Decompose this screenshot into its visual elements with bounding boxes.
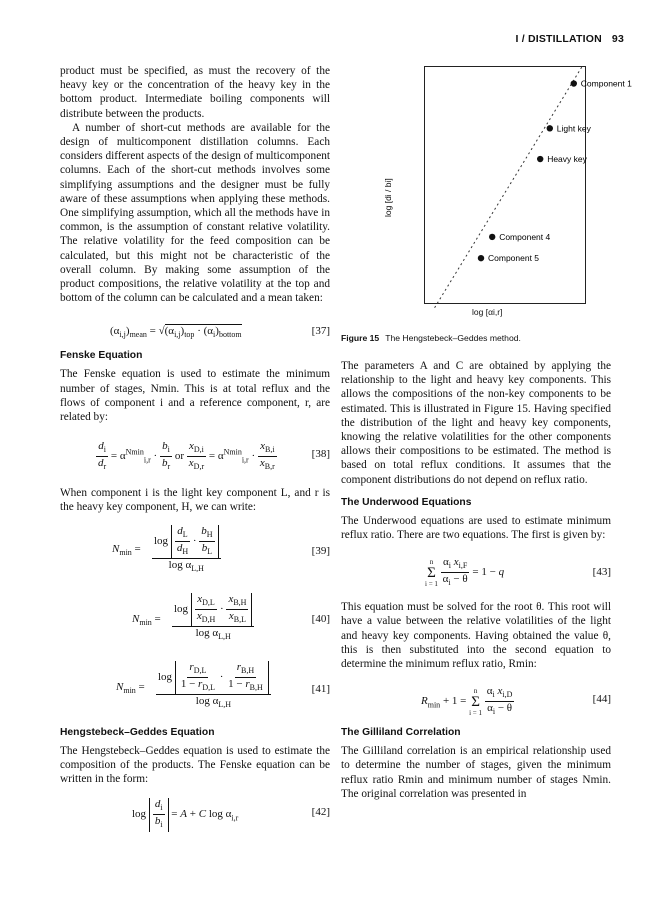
equation-40: $N_{min}$ = log $\frac{x_{D,L}}{x_{D,H}}$ · $\frac{x_{B,H}}{x_{B,L}}$ $\log \alpha_{L,H}$ [40]	[132, 592, 330, 642]
paragraph: When component i is the light key component L, and r is the heavy key component, H, we can write:	[60, 487, 330, 514]
data-point	[547, 125, 553, 131]
equation-44: $R_{min} + 1$ = n Σ i = 1 $\frac{\alpha_i x_{i,D}}{\alpha_i - \theta}$ [44]	[421, 685, 611, 717]
x-axis-label: log [αi,r]	[472, 307, 503, 317]
equation-number: [41]	[311, 682, 330, 695]
data-point	[489, 234, 495, 240]
equation-number: [42]	[311, 806, 330, 819]
gilliland-heading: The Gilliland Correlation	[341, 727, 461, 739]
equation-39: $N_{min}$ = log $\frac{d_L}{d_H}$ · $\frac{b_H}{b_L}$ $\log \alpha_{L,H}$ [39]	[112, 524, 330, 574]
point-label: Component 4	[499, 231, 551, 242]
equation-number: [44]	[592, 693, 611, 706]
data-point	[478, 255, 484, 261]
section-title: I / DISTILLATION	[515, 33, 602, 45]
running-header	[515, 33, 624, 45]
figure-caption	[341, 333, 521, 343]
paragraph: This equation must be solved for the root θ. This root will have a value between the relative volatilities of the light and heavy key components. Having obtained the value θ, this is then substituted into the second equation to determine the minimum reflux ratio, Rmin:	[341, 601, 611, 671]
figure-plot	[383, 67, 632, 303]
paragraph: The Gilliland correlation is an empirical relationship used to determine the number of stages, given the minimum reflux ratio Rmin and minimum number of stages Nmin. The original correlation was presented in	[341, 745, 611, 800]
point-label: Light key	[556, 123, 591, 134]
underwood-heading: The Underwood Equations	[341, 496, 472, 508]
right-column	[341, 359, 611, 801]
equation-number: [39]	[311, 544, 330, 557]
equation-43: n Σ i = 1 $\frac{\alpha_i x_{i,F}}{\alpha_i - \theta}$ = 1 − q [43]	[425, 556, 611, 588]
equation-number: [38]	[311, 448, 330, 461]
left-column	[60, 64, 330, 834]
trend-line	[435, 67, 582, 308]
paragraph: The Hengstebeck–Geddes equation is used to estimate the composition of the products. The Fenske equation can be written in the form:	[60, 744, 330, 786]
equation-number: [43]	[592, 566, 611, 579]
paragraph: The Fenske equation is used to estimate the minimum number of stages, Nmin. This is at total reflux and the flows of component i and a reference component, r, are related by:	[60, 368, 330, 424]
equation-41: $N_{min}$ = log $\frac{r_{D,L}}{1 - r_{D,L}}$ · $\frac{r_{B,H}}{1 - r_{B,H}}$ $\log \alpha_{L,H}$ [41]	[116, 660, 330, 710]
point-label: Heavy key	[547, 154, 587, 165]
data-point	[571, 80, 577, 86]
caption-label: Figure 15	[341, 333, 380, 343]
paragraph: The parameters A and C are obtained by applying the relationship to the light and heavy key components. This allows the compositions of the non-key components to be estimated. This is illustrated in Figure 15. Having specified the distribution of the light and heavy key components, knowing the relative volatilities for the other components allows their compositions to be estimated. The method is based on total reflux conditions. It assumes that the component distributions do not depend on reflux ratio.	[341, 360, 611, 486]
hengstebeck-geddes-heading: Hengstebeck–Geddes Equation	[60, 726, 215, 738]
y-axis-label: log [di / bi]	[383, 178, 393, 217]
equation-number: [40]	[311, 612, 330, 625]
equation-number: [37]	[311, 325, 330, 338]
equation-38: $\frac{d_i}{d_r}$ = $\alpha^{Nmin}_{i,r}$ · $\frac{b_i}{b_r}$ or $\frac{x_{D,i}}{x_{D,r}}$ = $\alpha^{Nmin}_{i,r}$ · $\frac{x_{B,i}}{x_{B,r}}$ [38]	[98, 440, 330, 472]
hengstebeck-geddes-figure	[383, 66, 632, 304]
paragraph: product must be specified, as must the recovery of the heavy key or the concentration of the heavy key in the bottom product. Intermediate boiling components will distribute between the products.	[60, 65, 330, 120]
paragraph: A number of short-cut methods are available for the design of multicomponent distillation columns. Each considers different aspects of the design of multicomponent columns. Each of the short-cut methods involves some simplifying assumptions and the designer must be fully aware of these assumptions when applying these methods. One simplifying assumption, which all the methods have in common, is the assumption of constant relative volatility. The relative volatility for the feed composition can be calculated, but this might not be characteristic of the overall column. By making some assumption of the product compositions, the relative volatility at the top and bottom of the column can be calculated and a mean taken:	[60, 121, 330, 305]
page-number: 93	[611, 33, 624, 45]
equation-42: log $\frac{d_i}{b_i}$ = A + C $\log \alpha_{i,r}$ [42]	[132, 798, 330, 830]
point-label: Component 5	[488, 253, 540, 264]
data-point	[537, 156, 543, 162]
paragraph: The Underwood equations are used to estimate minimum reflux ratio. There are two equations. The first is given by:	[341, 514, 611, 542]
equation-37: $(\alpha_{i,j})_{mean} = √(\alpha_{i,j})_{top} \cdot (\alpha_i)_{bottom}$ [37]	[110, 325, 330, 340]
fenske-heading: Fenske Equation	[60, 350, 143, 362]
point-label: Component 1	[580, 78, 632, 89]
caption-text: The Hengstebeck–Geddes method.	[385, 333, 521, 343]
